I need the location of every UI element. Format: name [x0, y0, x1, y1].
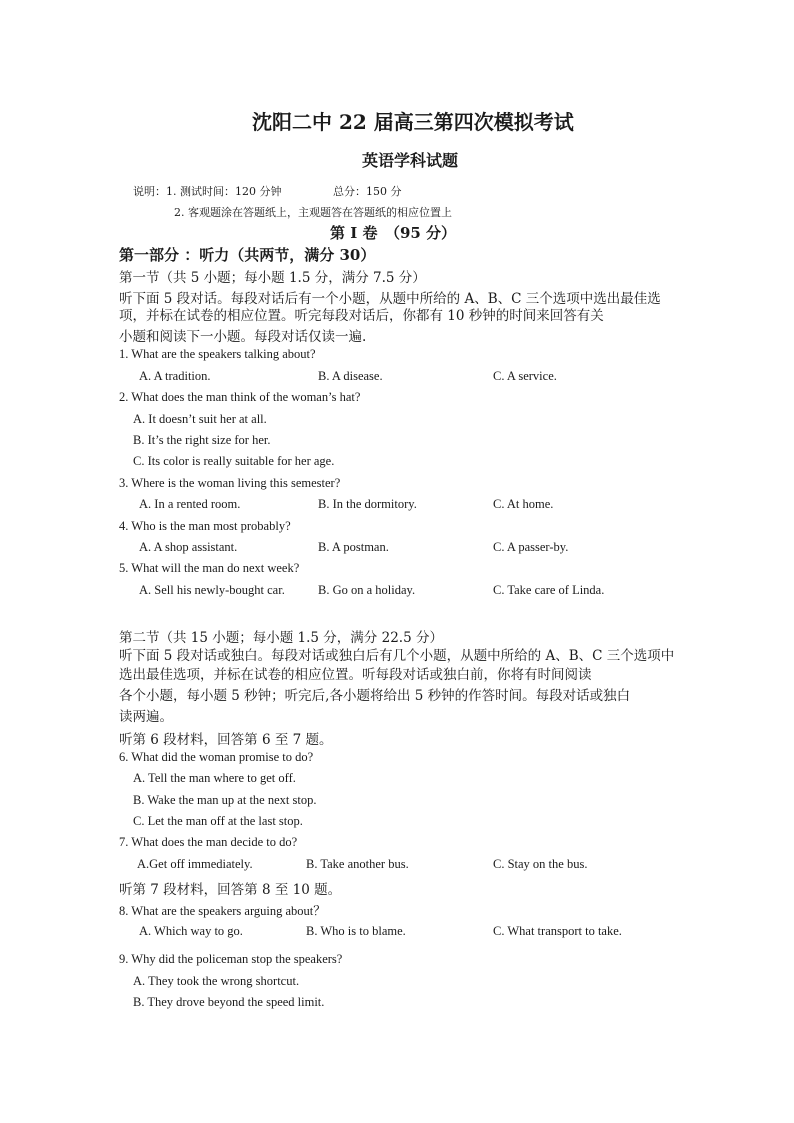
option-a: A. It doesn’t suit her at all.	[133, 412, 267, 426]
note-answer-sheet: 2. 客观题涂在答题纸上，主观题答在答题纸的相应位置上	[174, 206, 452, 219]
section2-instr-line: 各个小题，每小题 5 秒钟；听完后,各小题将给出 5 秒钟的作答时间。每段对话或独白	[119, 688, 631, 704]
exam-title: 沈阳二中 22 届高三第四次模拟考试	[252, 110, 574, 134]
section2-instr-line: 读两遍。	[119, 709, 173, 725]
option-b: B. Go on a holiday.	[318, 583, 416, 597]
question-stem: 7. What does the man decide to do?	[119, 835, 298, 849]
option-b: B. A disease.	[318, 369, 383, 383]
question-stem: 9. Why did the policeman stop the speakers?	[119, 952, 343, 966]
option-b: B. A postman.	[318, 540, 389, 554]
section1-instr-line: 小题和阅读下一小题。每段对话仅读一遍.	[119, 329, 367, 345]
option-a: A. A tradition.	[139, 369, 211, 383]
option-c: C. What transport to take.	[493, 924, 622, 938]
option-c: C. At home.	[493, 497, 554, 511]
section1-title: 第一节（共 5 小题；每小题 1.5 分，满分 7.5 分）	[119, 270, 426, 286]
volume-heading: 第 I 卷 （95 分）	[330, 224, 457, 242]
option-c: C. Stay on the bus.	[493, 857, 588, 871]
option-a: A. In a rented room.	[139, 497, 241, 511]
option-b: B. In the dormitory.	[318, 497, 417, 511]
section2-instr-line: 选出最佳选项，并标在试卷的相应位置。听每段对话或独白前，你将有时间阅读	[119, 667, 592, 683]
material-heading: 听第 6 段材料，回答第 6 至 7 题。	[119, 732, 333, 748]
section1-instr-line: 项，并标在试卷的相应位置。听完每段对话后，你都有 10 秒钟的时间来回答有关	[119, 308, 604, 324]
exam-subtitle: 英语学科试题	[362, 151, 459, 170]
section2-instr-line: 听下面 5 段对话或独白。每段对话或独白后有几个小题，从题中所给的 A、B、C 三个选项中	[119, 648, 675, 664]
question-stem: 5. What will the man do next week?	[119, 561, 300, 575]
note-total: 总分：150 分	[333, 185, 402, 198]
option-c: C. A passer-by.	[493, 540, 569, 554]
option-b: B. Who is to blame.	[306, 924, 406, 938]
section2-title: 第二节（共 15 小题；每小题 1.5 分，满分 22.5 分）	[119, 630, 443, 646]
material-heading: 听第 7 段材料，回答第 8 至 10 题。	[119, 882, 342, 898]
option-c: C. Let the man off at the last stop.	[133, 814, 303, 828]
section1-instr-line: 听下面 5 段对话。每段对话后有一个小题，从题中所给的 A、B、C 三个选项中选出最佳选	[119, 291, 661, 307]
option-c: C. Its color is really suitable for her age.	[133, 454, 335, 468]
option-a: A. Which way to go.	[139, 924, 243, 938]
note-time: 说明：1. 测试时间：120 分钟	[133, 185, 282, 198]
option-c: C. A service.	[493, 369, 557, 383]
option-b: B. They drove beyond the speed limit.	[133, 995, 325, 1009]
option-a: A. A shop assistant.	[139, 540, 238, 554]
option-a: A. Sell his newly-bought car.	[139, 583, 285, 597]
question-stem: 6. What did the woman promise to do?	[119, 750, 314, 764]
option-a: A. Tell the man where to get off.	[133, 771, 296, 785]
question-stem: 4. Who is the man most probably?	[119, 519, 291, 533]
question-stem: 3. Where is the woman living this semester?	[119, 476, 341, 490]
option-b: B. Take another bus.	[306, 857, 409, 871]
part1-title: 第一部分 ：听力（共两节，满分 30）	[119, 246, 376, 264]
option-b: B. It’s the right size for her.	[133, 433, 271, 447]
question-stem: 8. What are the speakers arguing about？	[119, 904, 326, 918]
question-stem: 2. What does the man think of the woman’s hat?	[119, 390, 361, 404]
option-a: A. They took the wrong shortcut.	[133, 974, 300, 988]
option-b: B. Wake the man up at the next stop.	[133, 793, 317, 807]
option-c: C. Take care of Linda.	[493, 583, 605, 597]
option-a: A.Get off immediately.	[137, 857, 253, 871]
question-stem: 1. What are the speakers talking about?	[119, 347, 316, 361]
